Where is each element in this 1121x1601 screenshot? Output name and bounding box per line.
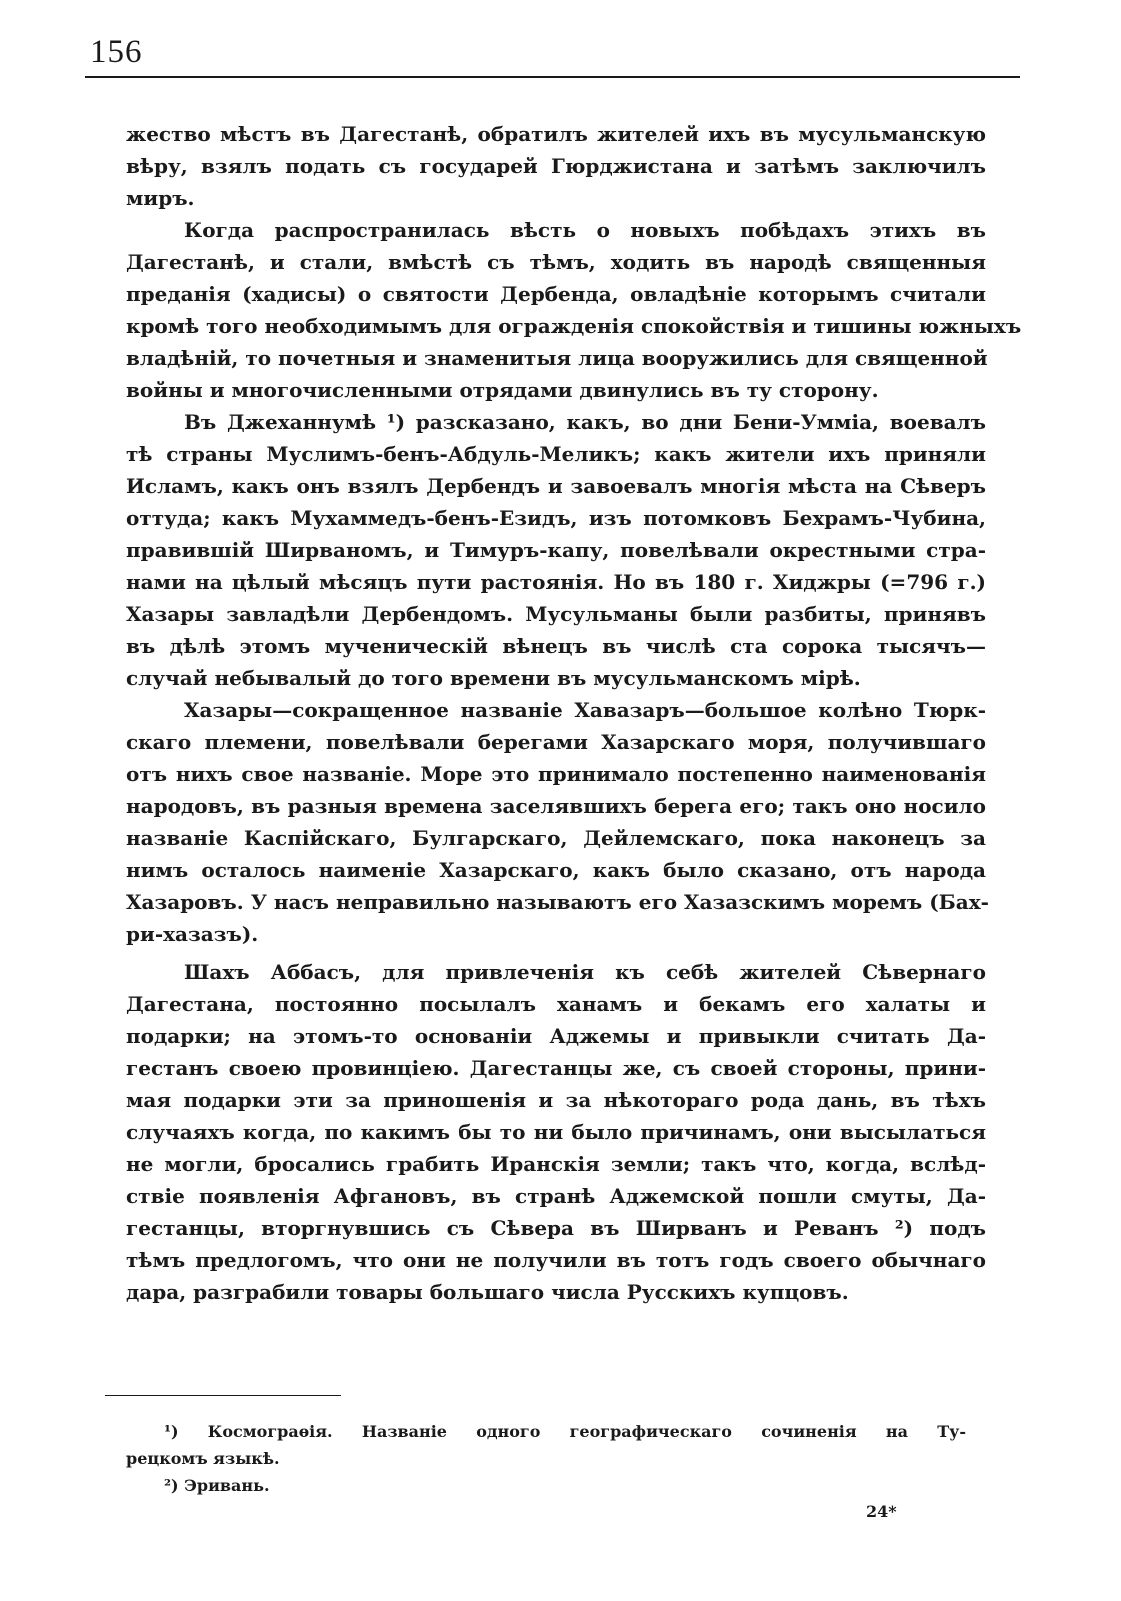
footnotes <box>126 1418 966 1499</box>
text-line: ствіе появленія Афгановъ, въ странѣ Аджемской пошли смуты, Да- <box>126 1184 986 1208</box>
text-line: тѣ страны Муслимъ-бенъ-Абдуль-Меликъ; какъ жители ихъ приняли <box>126 442 986 466</box>
text-line: Когда распространилась вѣсть о новыхъ побѣдахъ этихъ въ <box>184 218 986 242</box>
footnote-rule <box>105 1395 341 1396</box>
text-line: правившій Ширваномъ, и Тимуръ-капу, повелѣвали окрестными стра- <box>126 538 986 562</box>
body-text <box>126 118 1022 1308</box>
signature-mark: 24* <box>866 1502 897 1521</box>
text-line: Дагестана, постоянно посылалъ ханамъ и бекамъ его халаты и <box>126 992 986 1016</box>
text-line: скаго племени, повелѣвали берегами Хазарскаго моря, получившаго <box>126 730 986 754</box>
text-line: Хазары завладѣли Дербендомъ. Мусульманы были разбиты, принявъ <box>126 602 986 626</box>
text-line: нами на цѣлый мѣсяцъ пути растоянія. Но въ 180 г. Хиджры (=796 г.) <box>126 570 986 594</box>
text-line: Хазары—сокращенное названіе Хавазаръ—большое колѣно Тюрк- <box>184 698 986 722</box>
text-line: названіе Каспійскаго, Булгарскаго, Дейлемскаго, пока наконецъ за <box>126 826 986 850</box>
text-line: владѣній, то почетныя и знаменитыя лица вооружились для священной <box>126 346 988 370</box>
text-line: жество мѣстъ въ Дагестанѣ, обратилъ жителей ихъ въ мусульманскую <box>126 122 986 146</box>
text-line: случай небывалый до того времени въ мусульманскомъ мірѣ. <box>126 666 861 690</box>
text-line: Дагестанѣ, и стали, вмѣстѣ съ тѣмъ, ходить въ народѣ священныя <box>126 250 986 274</box>
text-line: подарки; на этомъ-то основаніи Аджемы и привыкли считать Да- <box>126 1024 986 1048</box>
footnote-line: ²) Эривань. <box>164 1476 270 1495</box>
text-line: вѣру, взялъ подать съ государей Гюрджистана и затѣмъ заключилъ <box>126 154 986 178</box>
text-line: ри-хазазъ). <box>126 922 259 946</box>
text-line: Исламъ, какъ онъ взялъ Дербендъ и завоевалъ многія мѣста на Сѣверъ <box>126 474 986 498</box>
footnote-line: ¹) Космограѳія. Названіе одного географическаго сочиненія на Ту- <box>164 1422 966 1441</box>
header-rule <box>85 76 1020 78</box>
text-line: гестанцы, вторгнувшись съ Сѣвера въ Ширванъ и Реванъ ²) подъ <box>126 1216 986 1240</box>
text-line: оттуда; какъ Мухаммедъ-бенъ-Езидъ, изъ потомковъ Бехрамъ-Чубина, <box>126 506 986 530</box>
text-line: тѣмъ предлогомъ, что они не получили въ тотъ годъ своего обычнаго <box>126 1248 986 1272</box>
text-line: мая подарки эти за приношенія и за нѣкотораго рода дань, въ тѣхъ <box>126 1088 986 1112</box>
footnote-line: рецкомъ языкѣ. <box>126 1449 280 1468</box>
text-line: кромѣ того необходимымъ для огражденія спокойствія и тишины южныхъ <box>126 314 1022 338</box>
page-number: 156 <box>90 34 143 70</box>
text-line: преданія (хадисы) о святости Дербенда, овладѣніе которымъ считали <box>126 282 986 306</box>
text-line: случаяхъ когда, по какимъ бы то ни было причинамъ, они высылаться <box>126 1120 986 1144</box>
text-line: Хазаровъ. У насъ неправильно называютъ его Хазазскимъ моремъ (Бах- <box>126 890 989 914</box>
text-line: гестанъ своею провинціею. Дагестанцы же, съ своей стороны, прини- <box>126 1056 986 1080</box>
text-line: въ дѣлѣ этомъ мученическій вѣнецъ въ числѣ ста сорока тысячъ— <box>126 634 986 658</box>
text-line: нимъ осталось наименіе Хазарскаго, какъ было сказано, отъ народа <box>126 858 986 882</box>
text-line: войны и многочисленными отрядами двинулись въ ту сторону. <box>126 378 879 402</box>
text-line: Шахъ Аббасъ, для привлеченія къ себѣ жителей Сѣвернаго <box>184 960 986 984</box>
text-line: не могли, бросались грабить Иранскія земли; такъ что, когда, вслѣд- <box>126 1152 986 1176</box>
text-line: дара, разграбили товары большаго числа Русскихъ купцовъ. <box>126 1280 849 1304</box>
text-line: народовъ, въ разныя времена заселявшихъ берега его; такъ оно носило <box>126 794 986 818</box>
text-line: Въ Джеханнумѣ ¹) разсказано, какъ, во дни Бени-Умміа, воевалъ <box>184 410 986 434</box>
text-line: миръ. <box>126 186 195 210</box>
text-line: отъ нихъ свое названіе. Море это принимало постепенно наименованія <box>126 762 986 786</box>
